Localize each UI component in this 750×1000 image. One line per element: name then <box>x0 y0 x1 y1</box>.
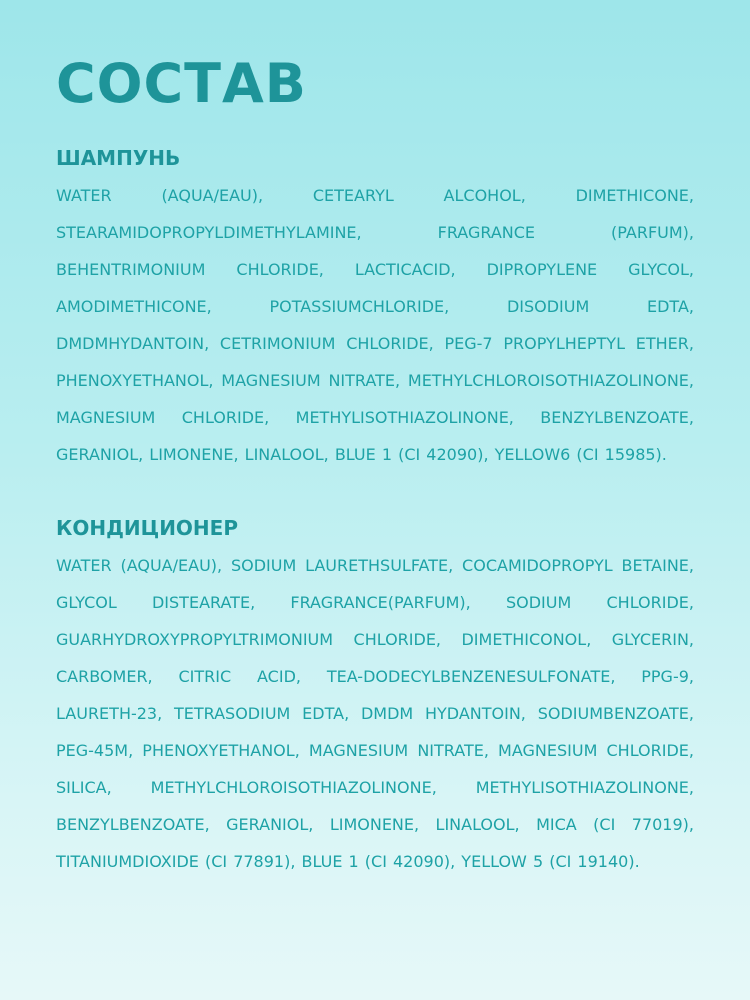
shampoo-section-title: ШАМПУНЬ <box>56 146 181 170</box>
conditioner-ingredients: WATER (AQUA/EAU), SODIUM LAURETHSULFATE, COCAMIDOPROPYL BETAINE, GLYCOL DISTEARATE, FRAGRANCE(PARFUM), SODIUM CHLORIDE, GUARHYDROXYPROPYLTRIMONIUM CHLORIDE, DIMETHICONOL, GLYCERIN, CARBOMER, CITRIC ACID, TEA-DODECYLBENZENESULFONATE, PPG-9, LAURETH-23, TETRASODIUM EDTA, DMDM HYDANTOIN, SODIUMBENZOATE, PEG-45M, PHENOXYETHANOL, MAGNESIUM NITRATE, MAGNESIUM CHLORIDE, SILICA, METHYLCHLOROISOTHIAZOLINONE, METHYLISOTHIAZOLINONE, BENZYLBENZOATE, GERANIOL, LIMONENE, LINALOOL, MICA (CI 77019), TITANIUMDIOXIDE (CI 77891), BLUE 1 (CI 42090), YELLOW 5 (CI 19140). <box>56 556 694 871</box>
shampoo-ingredients: WATER (AQUA/EAU), CETEARYL ALCOHOL, DIMETHICONE, STEARAMIDOPROPYLDIMETHYLAMINE, FRAGRANCE (PARFUM), BEHENTRIMONIUM CHLORIDE, LACTICACID, DIPROPYLENE GLYCOL, AMODIMETHICONE, POTASSIUMCHLORIDE, DISODIUM EDTA, DMDMHYDANTOIN, CETRIMONIUM CHLORIDE, PEG-7 PROPYLHEPTYL ETHER, PHENOXYETHANOL, MAGNESIUM NITRATE, METHYLCHLOROISOTHIAZOLINONE, MAGNESIUM CHLORIDE, METHYLISOTHIAZOLINONE, BENZYLBENZOATE, GERANIOL, LIMONENE, LINALOOL, BLUE 1 (CI 42090), YELLOW6 (CI 15985). <box>56 186 694 464</box>
page-title: СОСТАВ <box>56 52 307 115</box>
conditioner-section-title: КОНДИЦИОНЕР <box>56 516 238 540</box>
